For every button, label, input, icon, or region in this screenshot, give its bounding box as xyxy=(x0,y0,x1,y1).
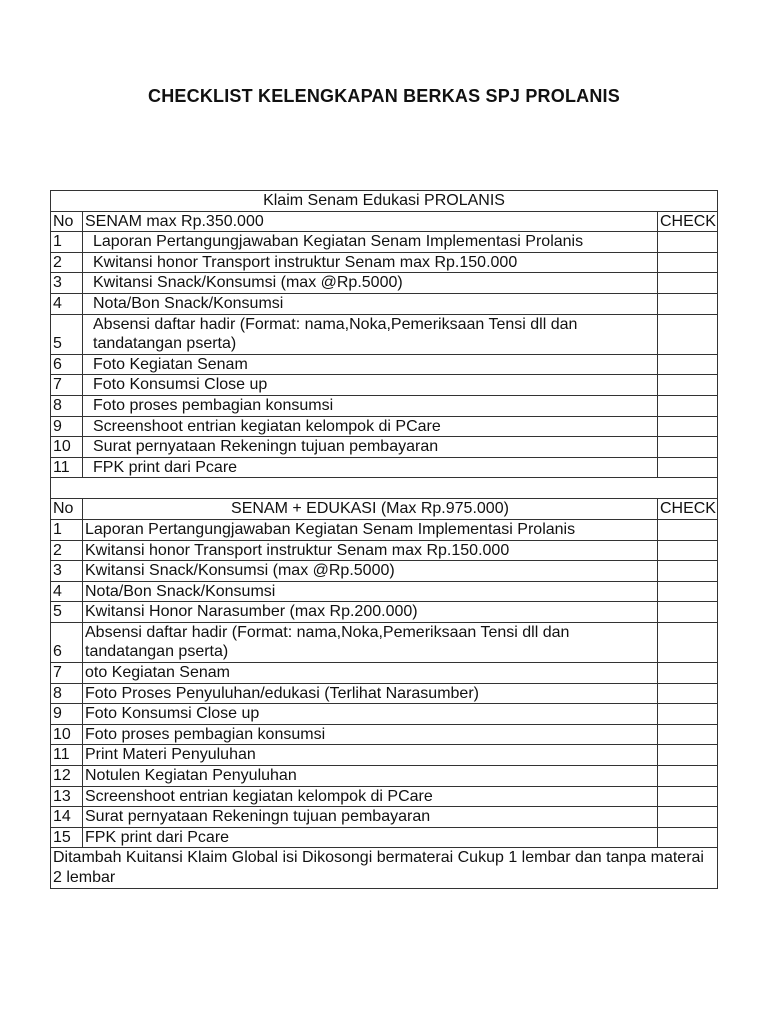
row-number: 9 xyxy=(51,416,83,437)
row-item-text: Notulen Kegiatan Penyuluhan xyxy=(83,766,658,787)
table-row xyxy=(51,375,718,396)
table-row xyxy=(51,314,718,354)
table-title-row xyxy=(51,191,718,212)
footnote: Ditambah Kuitansi Klaim Global isi Dikosongi bermaterai Cukup 1 lembar dan tanpa materai 2 lembar xyxy=(51,848,718,888)
check-cell[interactable] xyxy=(657,252,717,273)
check-cell[interactable] xyxy=(657,457,717,478)
section2-heading: SENAM + EDUKASI (Max Rp.975.000) xyxy=(83,499,658,520)
check-cell[interactable] xyxy=(657,232,717,253)
col-no-header: No xyxy=(51,499,83,520)
separator-row xyxy=(51,478,718,499)
table-row xyxy=(51,704,718,725)
row-item-text: Foto proses pembagian konsumsi xyxy=(83,395,658,416)
section2-header-row xyxy=(51,499,718,520)
row-item-text: Foto Konsumsi Close up xyxy=(83,375,658,396)
check-cell[interactable] xyxy=(657,581,717,602)
table-title: Klaim Senam Edukasi PROLANIS xyxy=(51,191,718,212)
check-cell[interactable] xyxy=(657,293,717,314)
row-number: 9 xyxy=(51,704,83,725)
checklist-table xyxy=(50,190,718,889)
row-item-text: Foto proses pembagian konsumsi xyxy=(83,724,658,745)
table-row xyxy=(51,232,718,253)
table-row xyxy=(51,683,718,704)
row-number: 10 xyxy=(51,437,83,458)
row-item-text: Kwitansi Snack/Konsumsi (max @Rp.5000) xyxy=(83,561,658,582)
table-row xyxy=(51,766,718,787)
table-row xyxy=(51,395,718,416)
check-cell[interactable] xyxy=(657,416,717,437)
col-check-header: CHECK xyxy=(657,499,717,520)
check-cell[interactable] xyxy=(657,437,717,458)
check-cell[interactable] xyxy=(657,314,717,354)
table-row xyxy=(51,561,718,582)
row-item-text: Absensi daftar hadir (Format: nama,Noka,Pemeriksaan Tensi dll dan tandatangan pserta) xyxy=(83,622,658,662)
table-row xyxy=(51,827,718,848)
table-row xyxy=(51,416,718,437)
table-row xyxy=(51,437,718,458)
section1-heading: SENAM max Rp.350.000 xyxy=(83,211,658,232)
row-number: 6 xyxy=(51,622,83,662)
check-cell[interactable] xyxy=(657,766,717,787)
row-number: 5 xyxy=(51,602,83,623)
row-number: 4 xyxy=(51,293,83,314)
check-cell[interactable] xyxy=(657,663,717,684)
table-row xyxy=(51,519,718,540)
row-number: 3 xyxy=(51,561,83,582)
check-cell[interactable] xyxy=(657,786,717,807)
footnote-row xyxy=(51,848,718,888)
row-item-text: Screenshoot entrian kegiatan kelompok di PCare xyxy=(83,416,658,437)
table-row xyxy=(51,663,718,684)
row-number: 7 xyxy=(51,663,83,684)
row-item-text: Kwitansi honor Transport instruktur Senam max Rp.150.000 xyxy=(83,252,658,273)
row-number: 10 xyxy=(51,724,83,745)
row-number: 1 xyxy=(51,519,83,540)
table-row xyxy=(51,786,718,807)
row-item-text: Foto Proses Penyuluhan/edukasi (Terlihat Narasumber) xyxy=(83,683,658,704)
check-cell[interactable] xyxy=(657,375,717,396)
row-number: 13 xyxy=(51,786,83,807)
row-item-text: Foto Konsumsi Close up xyxy=(83,704,658,725)
row-item-text: FPK print dari Pcare xyxy=(83,457,658,478)
row-number: 12 xyxy=(51,766,83,787)
row-item-text: FPK print dari Pcare xyxy=(83,827,658,848)
row-item-text: Kwitansi Snack/Konsumsi (max @Rp.5000) xyxy=(83,273,658,294)
row-item-text: Laporan Pertangungjawaban Kegiatan Senam Implementasi Prolanis xyxy=(83,232,658,253)
table-row xyxy=(51,724,718,745)
table-row xyxy=(51,807,718,828)
check-cell[interactable] xyxy=(657,807,717,828)
check-cell[interactable] xyxy=(657,273,717,294)
row-item-text: Screenshoot entrian kegiatan kelompok di PCare xyxy=(83,786,658,807)
check-cell[interactable] xyxy=(657,395,717,416)
check-cell[interactable] xyxy=(657,602,717,623)
row-item-text: Nota/Bon Snack/Konsumsi xyxy=(83,581,658,602)
check-cell[interactable] xyxy=(657,540,717,561)
check-cell[interactable] xyxy=(657,561,717,582)
row-number: 2 xyxy=(51,252,83,273)
check-cell[interactable] xyxy=(657,745,717,766)
row-number: 2 xyxy=(51,540,83,561)
document-title: CHECKLIST KELENGKAPAN BERKAS SPJ PROLANIS xyxy=(148,86,620,106)
row-number: 7 xyxy=(51,375,83,396)
check-cell[interactable] xyxy=(657,683,717,704)
check-cell[interactable] xyxy=(657,519,717,540)
table-row xyxy=(51,540,718,561)
check-cell[interactable] xyxy=(657,704,717,725)
table-row xyxy=(51,252,718,273)
row-number: 15 xyxy=(51,827,83,848)
row-number: 1 xyxy=(51,232,83,253)
row-number: 8 xyxy=(51,395,83,416)
check-cell[interactable] xyxy=(657,724,717,745)
check-cell[interactable] xyxy=(657,354,717,375)
blank-cell xyxy=(51,478,718,499)
col-check-header: CHECK xyxy=(657,211,717,232)
row-number: 11 xyxy=(51,745,83,766)
table-row xyxy=(51,457,718,478)
section1-header-row xyxy=(51,211,718,232)
table-row xyxy=(51,293,718,314)
table-row xyxy=(51,273,718,294)
row-number: 6 xyxy=(51,354,83,375)
row-item-text: Absensi daftar hadir (Format: nama,Noka,Pemeriksaan Tensi dll dan tandatangan pserta) xyxy=(83,314,658,354)
row-item-text: oto Kegiatan Senam xyxy=(83,663,658,684)
check-cell[interactable] xyxy=(657,622,717,662)
table-row xyxy=(51,581,718,602)
row-item-text: Print Materi Penyuluhan xyxy=(83,745,658,766)
row-number: 5 xyxy=(51,314,83,354)
row-item-text: Kwitansi honor Transport instruktur Senam max Rp.150.000 xyxy=(83,540,658,561)
col-no-header: No xyxy=(51,211,83,232)
row-number: 8 xyxy=(51,683,83,704)
row-item-text: Nota/Bon Snack/Konsumsi xyxy=(83,293,658,314)
row-number: 11 xyxy=(51,457,83,478)
row-item-text: Foto Kegiatan Senam xyxy=(83,354,658,375)
row-item-text: Kwitansi Honor Narasumber (max Rp.200.000) xyxy=(83,602,658,623)
row-item-text: Surat pernyataan Rekeningn tujuan pembayaran xyxy=(83,807,658,828)
row-number: 4 xyxy=(51,581,83,602)
table-row xyxy=(51,354,718,375)
table-row xyxy=(51,745,718,766)
check-cell[interactable] xyxy=(657,827,717,848)
row-number: 3 xyxy=(51,273,83,294)
table-row xyxy=(51,622,718,662)
row-item-text: Laporan Pertangungjawaban Kegiatan Senam Implementasi Prolanis xyxy=(83,519,658,540)
row-item-text: Surat pernyataan Rekeningn tujuan pembayaran xyxy=(83,437,658,458)
row-number: 14 xyxy=(51,807,83,828)
table-row xyxy=(51,602,718,623)
